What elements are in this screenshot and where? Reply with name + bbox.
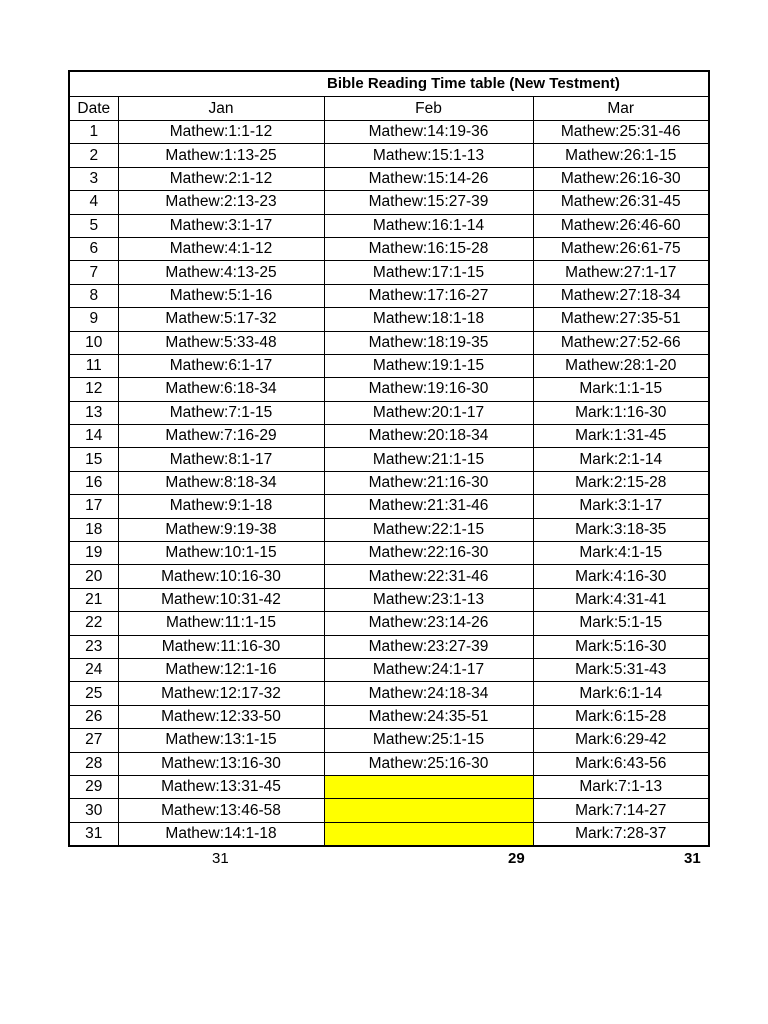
mar-cell: Mathew:27:18-34 [533, 284, 709, 307]
feb-cell: Mathew:19:1-15 [324, 354, 533, 377]
table-row [69, 658, 709, 681]
mar-cell: Mathew:26:16-30 [533, 167, 709, 190]
jan-cell: Mathew:13:31-45 [118, 775, 324, 798]
date-cell: 6 [69, 237, 118, 260]
title-spacer-cell [69, 71, 324, 97]
mar-cell: Mark:7:14-27 [533, 799, 709, 822]
jan-cell: Mathew:11:16-30 [118, 635, 324, 658]
jan-cell: Mathew:4:13-25 [118, 261, 324, 284]
date-cell: 26 [69, 705, 118, 728]
date-cell: 28 [69, 752, 118, 775]
jan-cell: Mathew:12:33-50 [118, 705, 324, 728]
feb-cell: Mathew:24:35-51 [324, 705, 533, 728]
jan-cell: Mathew:7:16-29 [118, 425, 324, 448]
mar-cell: Mark:2:15-28 [533, 471, 709, 494]
table-row [69, 588, 709, 611]
jan-cell: Mathew:2:13-23 [118, 191, 324, 214]
feb-cell: Mathew:24:1-17 [324, 658, 533, 681]
feb-cell: Mathew:20:18-34 [324, 425, 533, 448]
mar-cell: Mathew:26:46-60 [533, 214, 709, 237]
jan-cell: Mathew:7:1-15 [118, 401, 324, 424]
feb-cell: Mathew:18:19-35 [324, 331, 533, 354]
mar-cell: Mark:6:43-56 [533, 752, 709, 775]
table-row [69, 144, 709, 167]
table-row [69, 237, 709, 260]
total-mar: 31 [684, 850, 701, 867]
mar-cell: Mark:4:31-41 [533, 588, 709, 611]
jan-cell: Mathew:13:1-15 [118, 729, 324, 752]
header-date: Date [69, 97, 118, 121]
table-row [69, 448, 709, 471]
feb-cell: Mathew:14:19-36 [324, 121, 533, 144]
date-cell: 10 [69, 331, 118, 354]
mar-cell: Mark:6:15-28 [533, 705, 709, 728]
mar-cell: Mathew:27:1-17 [533, 261, 709, 284]
jan-cell: Mathew:2:1-12 [118, 167, 324, 190]
date-cell: 20 [69, 565, 118, 588]
mar-cell: Mark:6:29-42 [533, 729, 709, 752]
date-cell: 1 [69, 121, 118, 144]
mar-cell: Mathew:26:61-75 [533, 237, 709, 260]
table-row [69, 214, 709, 237]
title-row [69, 71, 709, 97]
jan-cell: Mathew:1:1-12 [118, 121, 324, 144]
total-jan: 31 [212, 850, 229, 867]
date-cell: 8 [69, 284, 118, 307]
feb-cell: Mathew:16:1-14 [324, 214, 533, 237]
feb-cell: Mathew:17:1-15 [324, 261, 533, 284]
mar-cell: Mathew:27:35-51 [533, 308, 709, 331]
table-row [69, 682, 709, 705]
jan-cell: Mathew:6:18-34 [118, 378, 324, 401]
table-row [69, 261, 709, 284]
table-row [69, 401, 709, 424]
table-row [69, 822, 709, 846]
jan-cell: Mathew:14:1-18 [118, 822, 324, 846]
mar-cell: Mathew:27:52-66 [533, 331, 709, 354]
feb-cell: Mathew:16:15-28 [324, 237, 533, 260]
mar-cell: Mark:3:18-35 [533, 518, 709, 541]
header-mar: Mar [533, 97, 709, 121]
mar-cell: Mark:4:16-30 [533, 565, 709, 588]
table-row [69, 354, 709, 377]
date-cell: 7 [69, 261, 118, 284]
mar-cell: Mathew:26:1-15 [533, 144, 709, 167]
jan-cell: Mathew:3:1-17 [118, 214, 324, 237]
feb-cell: Mathew:20:1-17 [324, 401, 533, 424]
date-cell: 25 [69, 682, 118, 705]
mar-cell: Mark:1:16-30 [533, 401, 709, 424]
mar-cell: Mark:1:31-45 [533, 425, 709, 448]
date-cell: 5 [69, 214, 118, 237]
feb-cell: Mathew:23:1-13 [324, 588, 533, 611]
table-row [69, 495, 709, 518]
date-cell: 27 [69, 729, 118, 752]
empty-highlight-cell [324, 822, 533, 846]
header-row [69, 97, 709, 121]
date-cell: 16 [69, 471, 118, 494]
mar-cell: Mark:7:28-37 [533, 822, 709, 846]
jan-cell: Mathew:13:46-58 [118, 799, 324, 822]
date-cell: 19 [69, 542, 118, 565]
jan-cell: Mathew:8:1-17 [118, 448, 324, 471]
table-row [69, 121, 709, 144]
jan-cell: Mathew:5:17-32 [118, 308, 324, 331]
feb-cell: Mathew:24:18-34 [324, 682, 533, 705]
feb-cell: Mathew:18:1-18 [324, 308, 533, 331]
feb-cell: Mathew:22:1-15 [324, 518, 533, 541]
header-jan: Jan [118, 97, 324, 121]
jan-cell: Mathew:1:13-25 [118, 144, 324, 167]
table-row [69, 518, 709, 541]
jan-cell: Mathew:6:1-17 [118, 354, 324, 377]
table-row [69, 565, 709, 588]
date-cell: 13 [69, 401, 118, 424]
jan-cell: Mathew:5:33-48 [118, 331, 324, 354]
date-cell: 12 [69, 378, 118, 401]
date-cell: 29 [69, 775, 118, 798]
feb-cell: Mathew:21:31-46 [324, 495, 533, 518]
table-row [69, 167, 709, 190]
jan-cell: Mathew:12:1-16 [118, 658, 324, 681]
table-row [69, 331, 709, 354]
jan-cell: Mathew:10:1-15 [118, 542, 324, 565]
total-feb: 29 [508, 850, 525, 867]
feb-cell: Mathew:15:27-39 [324, 191, 533, 214]
date-cell: 9 [69, 308, 118, 331]
mar-cell: Mark:1:1-15 [533, 378, 709, 401]
mar-cell: Mathew:25:31-46 [533, 121, 709, 144]
date-cell: 14 [69, 425, 118, 448]
jan-cell: Mathew:12:17-32 [118, 682, 324, 705]
mar-cell: Mathew:26:31-45 [533, 191, 709, 214]
table-row [69, 612, 709, 635]
jan-cell: Mathew:11:1-15 [118, 612, 324, 635]
mar-cell: Mark:5:16-30 [533, 635, 709, 658]
mar-cell: Mathew:28:1-20 [533, 354, 709, 377]
mar-cell: Mark:6:1-14 [533, 682, 709, 705]
date-cell: 17 [69, 495, 118, 518]
table-row [69, 705, 709, 728]
table-row [69, 378, 709, 401]
jan-cell: Mathew:13:16-30 [118, 752, 324, 775]
table-title: Bible Reading Time table (New Testment) [324, 71, 709, 97]
empty-highlight-cell [324, 799, 533, 822]
feb-cell: Mathew:22:31-46 [324, 565, 533, 588]
jan-cell: Mathew:4:1-12 [118, 237, 324, 260]
jan-cell: Mathew:8:18-34 [118, 471, 324, 494]
date-cell: 2 [69, 144, 118, 167]
feb-cell: Mathew:25:1-15 [324, 729, 533, 752]
table-row [69, 799, 709, 822]
jan-cell: Mathew:9:19-38 [118, 518, 324, 541]
date-cell: 18 [69, 518, 118, 541]
date-cell: 22 [69, 612, 118, 635]
mar-cell: Mark:5:31-43 [533, 658, 709, 681]
date-cell: 11 [69, 354, 118, 377]
jan-cell: Mathew:9:1-18 [118, 495, 324, 518]
feb-cell: Mathew:25:16-30 [324, 752, 533, 775]
header-feb: Feb [324, 97, 533, 121]
feb-cell: Mathew:23:14-26 [324, 612, 533, 635]
table-row [69, 542, 709, 565]
mar-cell: Mark:2:1-14 [533, 448, 709, 471]
feb-cell: Mathew:17:16-27 [324, 284, 533, 307]
table-row [69, 425, 709, 448]
jan-cell: Mathew:10:31-42 [118, 588, 324, 611]
feb-cell: Mathew:19:16-30 [324, 378, 533, 401]
feb-cell: Mathew:21:1-15 [324, 448, 533, 471]
date-cell: 21 [69, 588, 118, 611]
reading-timetable [68, 70, 710, 847]
feb-cell: Mathew:15:14-26 [324, 167, 533, 190]
mar-cell: Mark:3:1-17 [533, 495, 709, 518]
table-row [69, 308, 709, 331]
table-row [69, 471, 709, 494]
table-row [69, 752, 709, 775]
mar-cell: Mark:4:1-15 [533, 542, 709, 565]
feb-cell: Mathew:21:16-30 [324, 471, 533, 494]
table-row [69, 775, 709, 798]
date-cell: 31 [69, 822, 118, 846]
date-cell: 23 [69, 635, 118, 658]
feb-cell: Mathew:22:16-30 [324, 542, 533, 565]
date-cell: 4 [69, 191, 118, 214]
table-row [69, 284, 709, 307]
jan-cell: Mathew:10:16-30 [118, 565, 324, 588]
table-row [69, 191, 709, 214]
mar-cell: Mark:5:1-15 [533, 612, 709, 635]
feb-cell: Mathew:23:27-39 [324, 635, 533, 658]
table-row [69, 729, 709, 752]
date-cell: 30 [69, 799, 118, 822]
mar-cell: Mark:7:1-13 [533, 775, 709, 798]
date-cell: 3 [69, 167, 118, 190]
date-cell: 15 [69, 448, 118, 471]
feb-cell: Mathew:15:1-13 [324, 144, 533, 167]
date-cell: 24 [69, 658, 118, 681]
jan-cell: Mathew:5:1-16 [118, 284, 324, 307]
table-row [69, 635, 709, 658]
empty-highlight-cell [324, 775, 533, 798]
